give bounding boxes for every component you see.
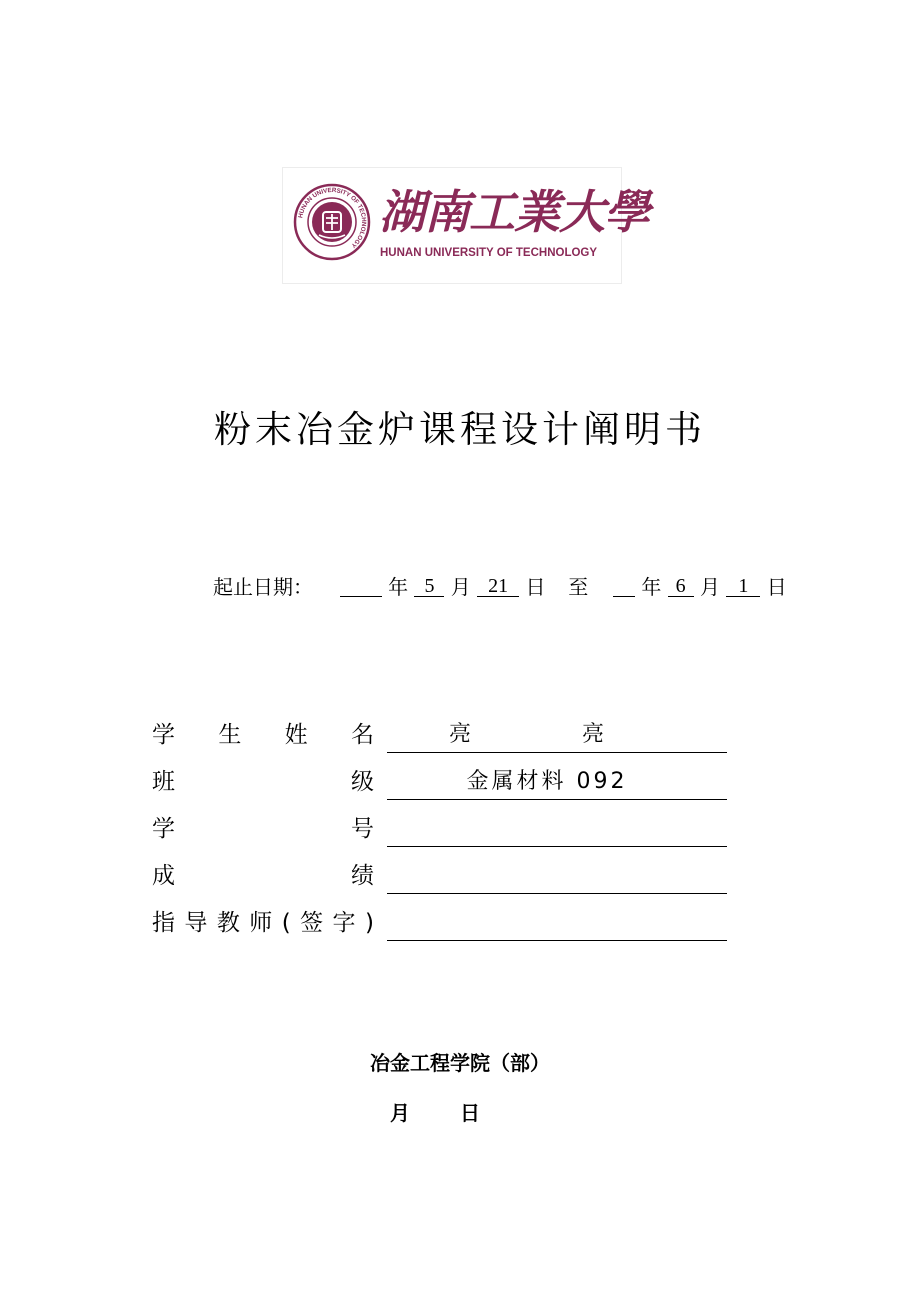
end-day-value: 1 bbox=[726, 572, 760, 597]
logo-chinese-name: 湖南工業大學 bbox=[379, 185, 649, 239]
date-label: 起止日期： bbox=[213, 575, 313, 599]
start-month-value: 5 bbox=[414, 572, 444, 597]
student-name-char-2: 亮 bbox=[581, 722, 604, 747]
bottom-month-char: 月 bbox=[390, 1101, 410, 1125]
bottom-day-char: 日 bbox=[459, 1101, 480, 1125]
college-name: 冶金工程学院（部） bbox=[370, 1051, 550, 1075]
logo-english-name: HUNAN UNIVERSITY OF TECHNOLOGY bbox=[380, 247, 598, 259]
student-name-char-1: 亮 bbox=[449, 722, 472, 747]
university-seal-icon bbox=[293, 183, 371, 261]
start-year-blank bbox=[340, 572, 382, 597]
class-label: 班 级 bbox=[152, 769, 374, 795]
end-month-char: 月 bbox=[700, 575, 721, 599]
student-id-field bbox=[387, 814, 727, 847]
end-year-char: 年 bbox=[641, 575, 662, 599]
end-day-char: 日 bbox=[766, 575, 787, 599]
end-year-blank bbox=[613, 572, 635, 597]
start-year-char: 年 bbox=[388, 575, 409, 599]
document-title: 粉末冶金炉课程设计阐明书 bbox=[214, 408, 706, 451]
student-name-label: 学 生 姓 名 bbox=[152, 722, 374, 748]
advisor-signature-field bbox=[387, 908, 727, 941]
grade-field bbox=[387, 861, 727, 894]
date-to: 至 bbox=[568, 575, 589, 599]
end-month-value: 6 bbox=[668, 572, 694, 597]
start-month-char: 月 bbox=[450, 575, 471, 599]
class-field bbox=[387, 767, 727, 800]
bottom-date bbox=[390, 1098, 510, 1128]
advisor-signature-label: 指 导 教 师 ( 签 字 ) bbox=[152, 910, 374, 936]
start-day-char: 日 bbox=[525, 575, 546, 599]
date-range-line bbox=[213, 572, 787, 602]
university-logo bbox=[282, 167, 649, 284]
class-value: 金属材料 092 bbox=[466, 769, 628, 794]
student-name-field bbox=[387, 720, 727, 753]
student-id-label: 学 号 bbox=[152, 816, 374, 842]
svg-text:HUNAN UNIVERSITY OF TECHNOLOGY: HUNAN UNIVERSITY OF TECHNOLOGY bbox=[297, 186, 368, 250]
grade-label: 成 绩 bbox=[152, 863, 374, 889]
start-day-value: 21 bbox=[477, 572, 519, 597]
